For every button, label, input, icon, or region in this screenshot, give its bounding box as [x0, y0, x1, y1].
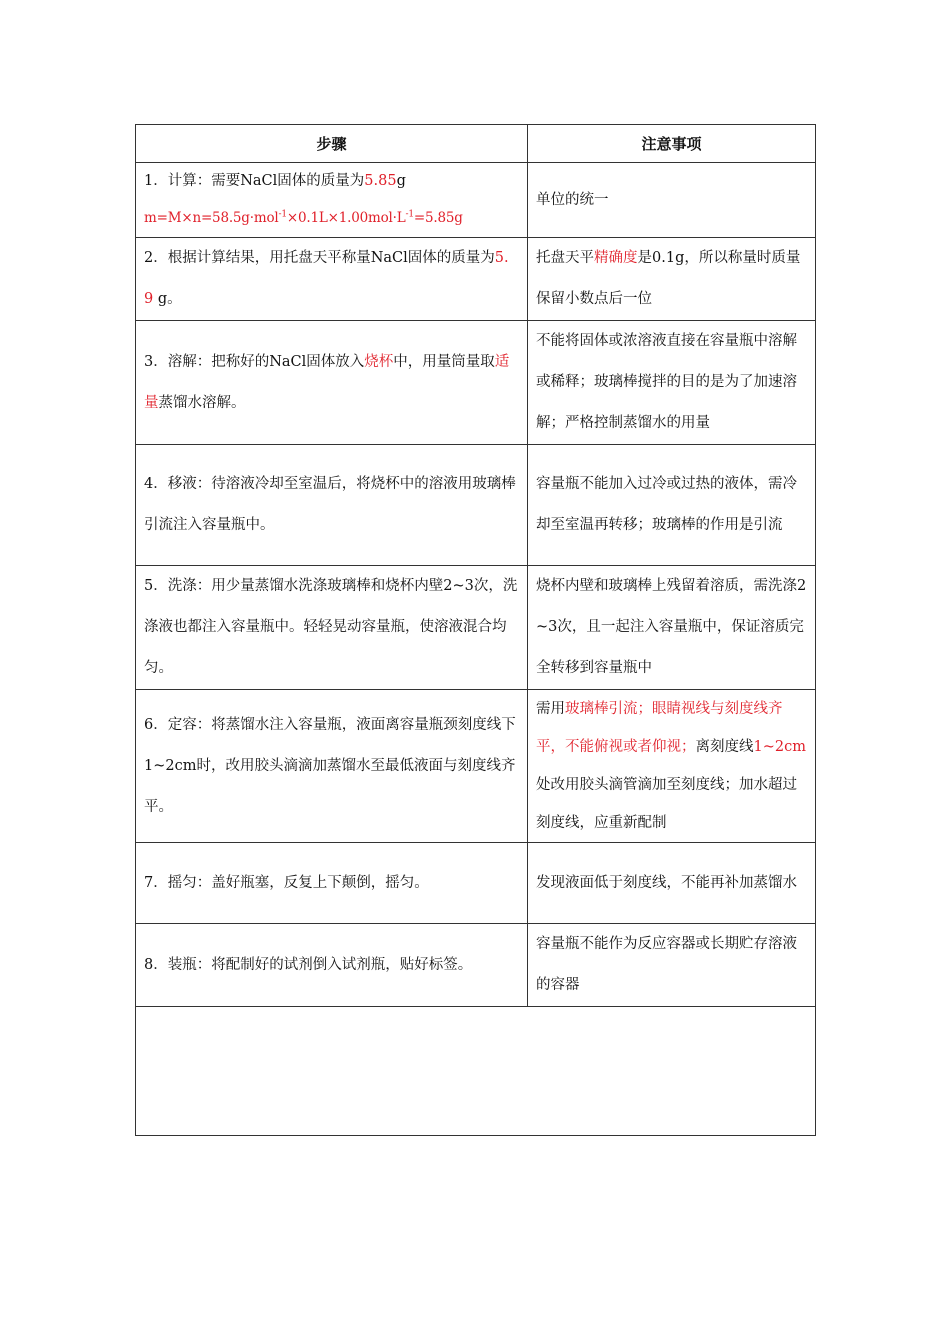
step-cell-3 [136, 321, 528, 445]
step-highlight: 适量 [144, 353, 510, 411]
note-highlight: 1~2cm [753, 739, 806, 755]
header-step: 步骤 [136, 125, 528, 163]
formula-part-a: m=M×n=58.5g·mol [144, 210, 279, 226]
step-cell-1 [136, 163, 528, 238]
mass-value: 5.85 [364, 173, 397, 189]
formula [144, 210, 463, 226]
table-row [136, 566, 816, 690]
note-text: 是0.1g，所以称量时质量保留小数点后一位 [536, 250, 801, 307]
step-text: 2．根据计算结果，用托盘天平称量NaCl固体的质量为 [144, 250, 495, 266]
step-text: 3．溶解：把称好的NaCl固体放入 [144, 353, 365, 370]
table-header-row [136, 125, 816, 163]
step-cell-5: 5．洗涤：用少量蒸馏水洗涤玻璃棒和烧杯内壁2~3次，洗涤液也都注入容量瓶中。轻轻晃动容量瓶，使溶液混合均匀。 [136, 566, 528, 690]
step-text: 蒸馏水溶解。 [158, 394, 246, 411]
formula-sup-2: -1 [405, 209, 414, 220]
note-cell-3: 不能将固体或浓溶液直接在容量瓶中溶解或稀释；玻璃棒搅拌的目的是为了加速溶解；严格控制蒸馏水的用量 [528, 321, 816, 445]
formula-part-c: =5.85g [413, 210, 463, 226]
step-cell-4: 4．移液：待溶液冷却至室温后，将烧杯中的溶液用玻璃棒引流注入容量瓶中。 [136, 445, 528, 566]
step-text: 1．计算：需要NaCl固体的质量为 [144, 173, 365, 189]
note-text: 离刻度线 [695, 739, 754, 755]
note-cell-8: 容量瓶不能作为反应容器或长期贮存溶液的容器 [528, 924, 816, 1007]
note-cell-2 [528, 238, 816, 321]
procedure-table [135, 124, 816, 1136]
step-highlight: 烧杯 [364, 353, 394, 370]
weighed-value: 5.9 [144, 250, 509, 307]
table-row [136, 690, 816, 843]
note-text: 处改用胶头滴管滴加至刻度线；加水超过刻度线，应重新配制 [536, 777, 798, 831]
note-highlight: 玻璃棒引流；眼睛视线与刻度线齐平，不能俯视或者仰视； [536, 701, 783, 755]
table-row [136, 321, 816, 445]
note-cell-6 [528, 690, 816, 843]
step-cell-6: 6．定容：将蒸馏水注入容量瓶，液面离容量瓶颈刻度线下1~2cm时，改用胶头滴滴加蒸馏水至最低液面与刻度线齐平。 [136, 690, 528, 843]
step-cell-8: 8．装瓶：将配制好的试剂倒入试剂瓶，贴好标签。 [136, 924, 528, 1007]
formula-part-b: ×0.1L×1.00mol·L [286, 210, 406, 226]
header-note: 注意事项 [528, 125, 816, 163]
step-cell-7: 7．摇匀：盖好瓶塞，反复上下颠倒，摇匀。 [136, 843, 528, 924]
note-cell-7: 发现液面低于刻度线，不能再补加蒸馏水 [528, 843, 816, 924]
unit-text: g。 [157, 291, 182, 307]
note-cell-5: 烧杯内壁和玻璃棒上残留着溶质，需洗涤2~3次，且一起注入容量瓶中，保证溶质完全转移到容量瓶中 [528, 566, 816, 690]
unit-text: g [396, 173, 406, 189]
formula-sup-1: -1 [278, 209, 287, 220]
note-highlight: 精确度 [594, 250, 638, 266]
table-row [136, 843, 816, 924]
step-cell-2 [136, 238, 528, 321]
table-row [136, 163, 816, 238]
table-row [136, 445, 816, 566]
note-cell-4: 容量瓶不能加入过冷或过热的液体，需冷却至室温再转移；玻璃棒的作用是引流 [528, 445, 816, 566]
table-row [136, 924, 816, 1007]
step-text: 中，用量筒量取 [393, 353, 495, 370]
note-cell-1: 单位的统一 [528, 163, 816, 238]
note-text: 需用 [536, 701, 566, 717]
empty-row [136, 1007, 816, 1136]
note-text: 托盘天平 [536, 250, 595, 266]
empty-cell [136, 1007, 816, 1136]
table-row [136, 238, 816, 321]
